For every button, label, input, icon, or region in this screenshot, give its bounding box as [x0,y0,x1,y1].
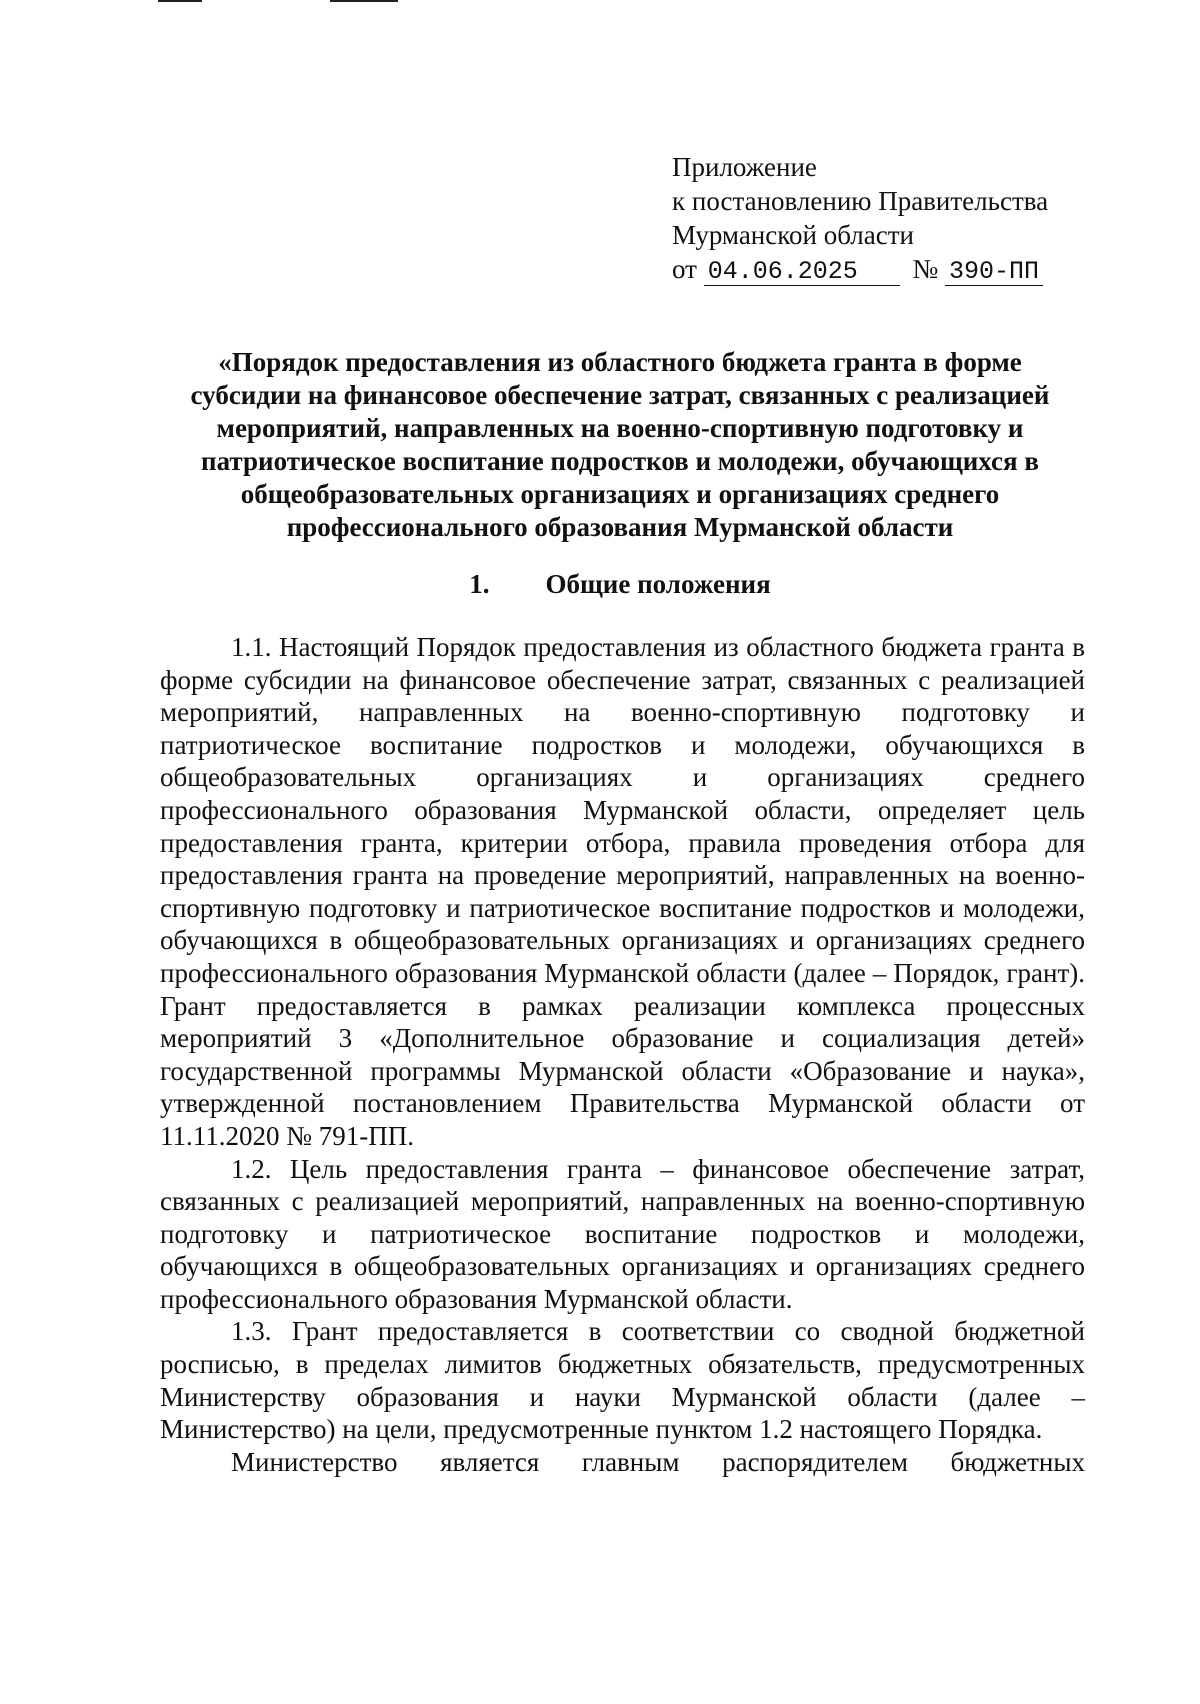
section-heading [160,568,1080,601]
resolution-date: 04.06.2025 [704,259,900,286]
appendix-line-1: Приложение [672,152,817,182]
from-label: от [672,254,697,284]
number-label: № [912,254,939,284]
appendix-block [672,150,1048,286]
section-number: 1. [469,569,490,599]
scan-mark-left [158,0,202,2]
paragraph-1-3: 1.3. Грант предоставляется в соответствии со сводной бюджетной росписью, в пределах лимитов бюджетных обязательств, предусмотренных Министерству образования и науки Мурманской области (далее – Министерство) на цели, предусмотренные пунктом 1.2 настоящего Порядка. [160,1316,1085,1445]
section-title: Общие положения [545,569,771,599]
appendix-date-line [672,252,1048,286]
resolution-number: 390-ПП [945,259,1043,286]
paragraph-ministry: Министерство является главным распорядителем бюджетных [231,1446,1085,1477]
appendix-line-3: Мурманской области [672,220,914,250]
scan-mark-right [330,0,398,2]
paragraph-1-2: 1.2. Цель предоставления гранта – финансовое обеспечение затрат, связанных с реализацией мероприятий, направленных на военно-спортивную подготовку и патриотическое воспитание подростков и молодежи, обучающихся в общеобразовательных организациях и организациях среднего профессионального образования Мурманской области. [160,1153,1085,1314]
document-title: «Порядок предоставления из областного бюджета гранта в форме субсидии на финансовое обеспечение затрат, связанных с реализацией мероприятий, направленных на военно-спортивную подготовку и патриотическое воспитание подростков и молодежи, обучающихся в общеобразовательных организациях и организациях среднего профессионального образования Мурманской области [190,347,1050,542]
document-body [160,631,1085,1478]
appendix-line-2: к постановлению Правительства [672,186,1049,216]
paragraph-1-1: 1.1. Настоящий Порядок предоставления из областного бюджета гранта в форме субсидии на финансовое обеспечение затрат, связанных с реализацией мероприятий, направленных на военно-спортивную подготовку и патриотическое воспитание подростков и молодежи, обучающихся в общеобразовательных организациях и организациях среднего профессионального образования Мурманской области, определяет цель предоставления гранта, критерии отбора, правила проведения отбора для предоставления гранта на проведение мероприятий, направленных на военно-спортивную подготовку и патриотическое воспитание подростков и молодежи, обучающихся в общеобразовательных организациях и организациях среднего профессионального образования Мурманской области (далее – Порядок, грант). Грант предоставляется в рамках реализации комплекса процессных мероприятий 3 «Дополнительное образование и социализация детей» государственной программы Мурманской области «Образование и наука», утвержденной постановлением Правительства Мурманской области от 11.11.2020 № 791-ПП. [160,632,1085,1151]
